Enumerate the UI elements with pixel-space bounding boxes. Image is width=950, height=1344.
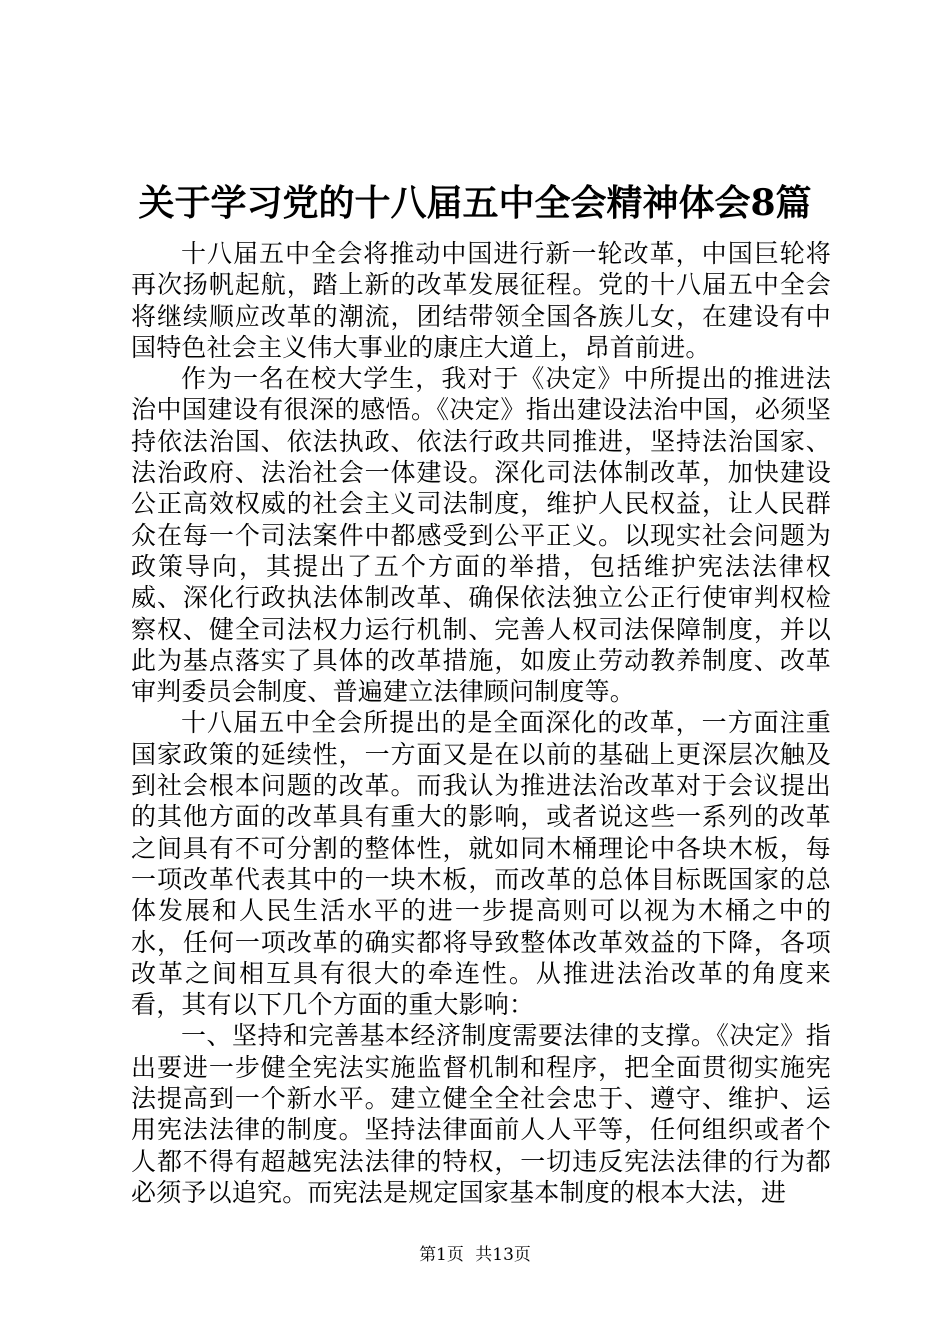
paragraph: 十八届五中全会所提出的是全面深化的改革，一方面注重国家政策的延续性，一方面又是在以前的基础上更深层次触及到社会根本问题的改革。而我认为推进法治改革对于会议提出的其他方面的改革具有重大的影响，或者说这些一系列的改革之间具有不可分割的整体性，就如同木桶理论中各块木板，每一项改革代表其中的一块木板，而改革的总体目标既国家的总体发展和人民生活水平的进一步提高则可以视为木桶之中的水，任何一项改革的确实都将导致整体改革效益的下降，各项改革之间相互具有很大的牵连性。从推进法治改革的角度来看，其有以下几个方面的重大影响： (131, 708, 831, 1020)
paragraph: 十八届五中全会将推动中国进行新一轮改革，中国巨轮将再次扬帆起航，踏上新的改革发展征程。党的十八届五中全会将继续顺应改革的潮流，团结带领全国各族儿女，在建设有中国特色社会主义伟大事业的康庄大道上，昂首前进。 (131, 239, 831, 362)
paragraph: 一、坚持和完善基本经济制度需要法律的支撑。《决定》指出要进一步健全宪法实施监督机制和程序，把全面贯彻实施宪法提高到一个新水平。建立健全全社会忠于、遵守、维护、运用宪法法律的制度。坚持法律面前人人平等，任何组织或者个人都不得有超越宪法法律的特权，一切违反宪法法律的行为都必须予以追究。而宪法是规定国家基本制度的根本大法，进 (131, 1021, 831, 1207)
page-total: 共13页 (475, 1245, 531, 1265)
paragraph: 作为一名在校大学生，我对于《决定》中所提出的推进法治中国建设有很深的感悟。《决定》指出建设法治中国，必须坚持依法治国、依法执政、依法行政共同推进，坚持法治国家、法治政府、法治社会一体建设。深化司法体制改革，加快建设公正高效权威的社会主义司法制度，维护人民权益，让人民群众在每一个司法案件中都感受到公平正义。以现实社会问题为政策导向，其提出了五个方面的举措，包括维护宪法法律权威、深化行政执法体制改革、确保依法独立公正行使审判权检察权、健全司法权力运行机制、完善人权司法保障制度，并以此为基点落实了具体的改革措施，如废止劳动教养制度、改革审判委员会制度、普遍建立法律顾问制度等。 (131, 364, 831, 707)
document-body (131, 238, 831, 1208)
page-number: 第1页 (419, 1245, 464, 1265)
document-title: 关于学习党的十八届五中全会精神体会8篇 (138, 182, 812, 224)
page-footer (0, 1244, 950, 1266)
